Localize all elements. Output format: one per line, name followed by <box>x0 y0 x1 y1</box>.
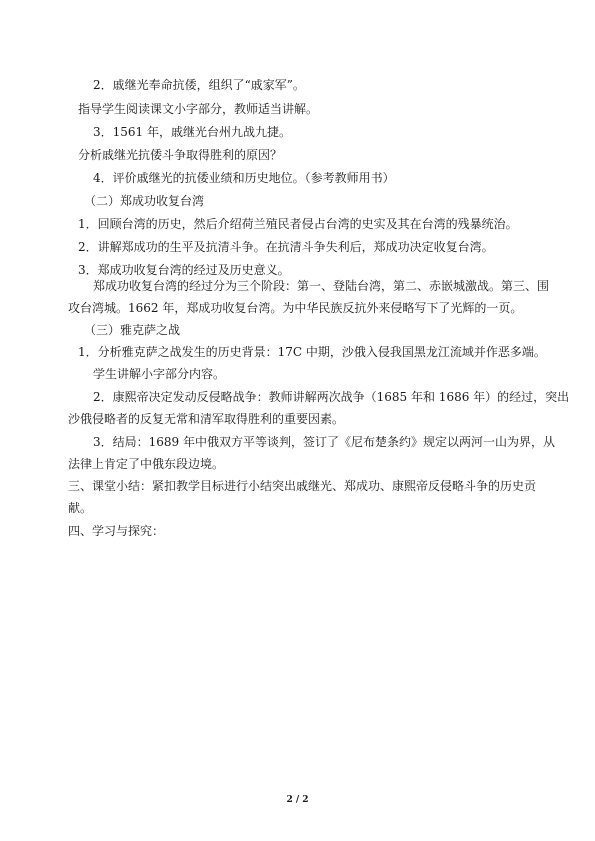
text-line-5: 4．评价戚继光的抗倭业绩和历史地位。（参考教师用书） <box>93 171 395 185</box>
text-line-2: 指导学生阅读课文小字部分，教师适当讲解。 <box>78 102 319 116</box>
section-heading-4: 四、学习与探究： <box>68 524 165 538</box>
summary-line-2: 献。 <box>68 501 93 515</box>
page-number: 2 / 2 <box>286 795 309 805</box>
text-line-8: 2．讲解郑成功的生平及抗清斗争。在抗清斗争失利后，郑成功决定收复台湾。 <box>78 240 494 254</box>
summary-line-1: 三、课堂小结：紧扣教学目标进行小结突出戚继光、郑成功、康熙帝反侵略斗争的历史贡 <box>68 479 537 493</box>
text-line-15: 2．康熙帝决定发动反侵略战争：教师讲解两次战争（1685 年和 1686 年）的经过，突出 <box>93 390 570 404</box>
section-heading-3: （三）雅克萨之战 <box>84 323 181 337</box>
text-line-1: 2．戚继光奉命抗倭，组织了“戚家军”。 <box>93 78 305 92</box>
text-line-18: 法律上肯定了中俄东段边境。 <box>68 457 225 471</box>
text-line-9: 3．郑成功收复台湾的经过及历史意义。 <box>78 263 290 277</box>
text-line-7: 1．回顾台湾的历史，然后介绍荷兰殖民者侵占台湾的史实及其在台湾的残暴统治。 <box>78 217 518 231</box>
text-line-4: 分析戚继光抗倭斗争取得胜利的原因？ <box>78 148 283 162</box>
text-line-11: 攻台湾城。1662 年，郑成功收复台湾。为中华民族反抗外来侵略写下了光辉的一页。 <box>68 301 523 315</box>
text-line-3: 3．1561 年，戚继光台州九战九捷。 <box>93 125 291 139</box>
section-heading-2: （二）郑成功收复台湾 <box>84 194 205 208</box>
text-line-16: 沙俄侵略者的反复无常和清军取得胜利的重要因素。 <box>68 412 345 426</box>
text-line-13: 1．分析雅克萨之战发生的历史背景：17C 中期，沙俄入侵我国黑龙江流域并作恶多端。 <box>78 345 546 359</box>
text-line-10: 郑成功收复台湾的经过分为三个阶段：第一、登陆台湾，第二、赤嵌城激战。第三、围 <box>93 279 550 293</box>
text-line-14: 学生讲解小字部分内容。 <box>93 367 226 381</box>
text-line-17: 3．结局：1689 年中俄双方平等谈判，签订了《尼布楚条约》规定以两河一山为界，从 <box>93 435 555 449</box>
